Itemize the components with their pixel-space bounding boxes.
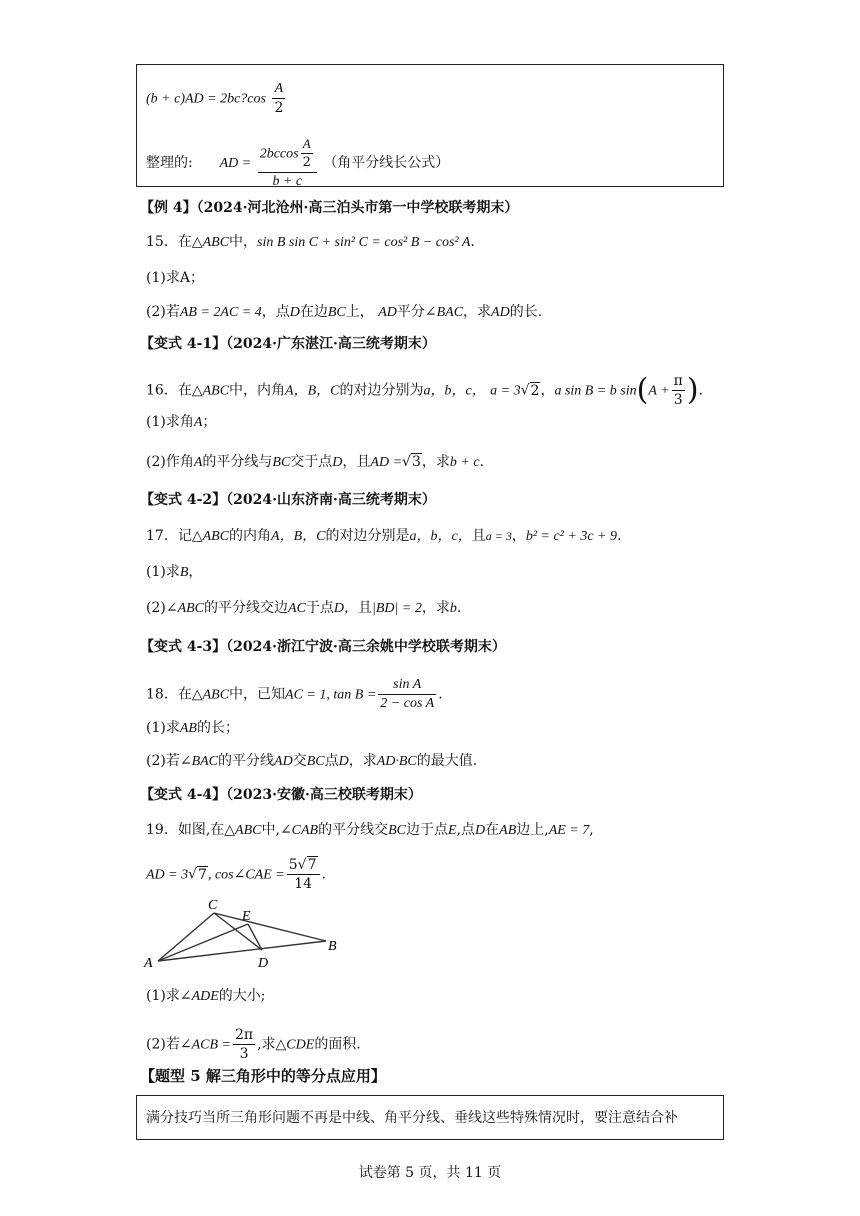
text: (2)若: [146, 304, 180, 320]
math: D: [332, 455, 343, 470]
text: 边上,: [516, 822, 549, 838]
text: 且: [358, 600, 373, 616]
math: b² = c² + 3c + 9: [525, 529, 617, 544]
label-a: A: [144, 956, 153, 971]
segment-cb: [214, 913, 326, 941]
text: ；: [189, 270, 204, 286]
text: .: [321, 866, 326, 883]
text: 18．在: [146, 686, 192, 703]
fraction-denominator: 2: [274, 100, 284, 116]
question-18-part-1: [146, 718, 239, 739]
fraction: [272, 80, 285, 117]
text: 19．如图,在: [146, 822, 225, 838]
math: BC: [388, 823, 406, 838]
question-16: [146, 372, 703, 409]
text: 的平分线与: [202, 454, 273, 470]
math: △ABC: [224, 823, 262, 838]
math: D，: [333, 601, 359, 616]
math: a sin B = b sin: [554, 383, 637, 399]
question-18: [146, 676, 443, 713]
paren: (: [636, 372, 649, 408]
question-17-part-1: [146, 562, 202, 583]
paren: ): [686, 372, 699, 408]
text: 中，已知: [229, 686, 286, 703]
variant-header: 【变式 4-4】（2023·安徽·高三校联考期末）: [140, 787, 422, 803]
label-d: D: [258, 956, 269, 971]
text: ，点: [261, 304, 290, 320]
question-19-line-2: [146, 856, 326, 893]
math: △ABC: [191, 529, 230, 544]
math: a = 3: [485, 529, 512, 543]
fraction: [258, 135, 317, 191]
triangle-figure: [140, 895, 350, 975]
fraction-numerator: A: [272, 80, 285, 99]
text: 在: [485, 822, 500, 838]
formula-note: （角平分线长公式）: [323, 155, 450, 171]
text: 平分: [396, 304, 425, 320]
formula-label: 整理的:: [146, 155, 193, 171]
fraction-numerator: 2π: [234, 1027, 254, 1043]
text: (1)求角: [146, 414, 194, 430]
tip-text: 满分技巧当所三角形问题不再是中线、角平分线、垂线这些特殊情况时，要注意结合补: [146, 1110, 678, 1126]
text: 的内角: [229, 528, 272, 544]
sqrt: √7: [188, 866, 207, 883]
label-b: B: [328, 939, 337, 954]
question-16-part-1: [146, 412, 216, 433]
text: (2)若: [146, 1036, 180, 1053]
text: .: [698, 382, 703, 399]
question-19-part-1: [146, 986, 266, 1007]
text: ,点: [456, 822, 476, 838]
math: |BD| = 2: [372, 601, 422, 616]
text: ，求: [421, 600, 450, 616]
math: △ABC: [191, 687, 230, 703]
fraction-numerator: A: [301, 135, 313, 154]
text: ，求: [348, 753, 377, 769]
math: a，b，c，: [423, 383, 486, 399]
question-15: [146, 232, 475, 253]
math: E: [448, 823, 457, 838]
math: ∠BAC: [179, 754, 219, 769]
sqrt: √3: [402, 454, 421, 470]
text: (1)求: [146, 720, 180, 736]
radicand: 7: [198, 866, 207, 883]
sqrt: √2: [520, 382, 540, 399]
math: A +: [648, 383, 670, 399]
text: 的平分线: [218, 753, 275, 769]
text: ，且: [342, 454, 371, 470]
text: .: [479, 454, 484, 470]
math: D: [475, 823, 486, 838]
math: AB = 2AC = 4: [179, 305, 262, 320]
math: A，B，C: [285, 383, 340, 399]
math: AD: [491, 305, 510, 320]
text: (1)求: [146, 564, 180, 580]
fraction: $\frac{5√7}{14}$: [287, 856, 320, 893]
variant-header: 【变式 4-3】（2024·浙江宁波·高三余姚中学校联考期末）: [140, 639, 506, 655]
fraction-numerator: π: [673, 373, 683, 389]
fraction-denominator: b + c: [272, 174, 303, 189]
label-c: C: [208, 898, 218, 913]
text: 且: [471, 528, 486, 544]
fraction-denominator: 2: [302, 155, 311, 170]
text: .: [617, 528, 622, 544]
math: BC: [272, 455, 291, 470]
math: AB: [179, 721, 197, 736]
fraction-numerator: 5: [288, 857, 298, 873]
text: ，: [540, 382, 555, 399]
math: △CDE: [275, 1037, 315, 1053]
math: b: [449, 601, 457, 616]
fraction: [672, 372, 685, 409]
text: 上，: [345, 304, 374, 320]
math: AD: [274, 754, 293, 769]
math: A: [179, 270, 190, 286]
radicand: 3: [411, 454, 421, 470]
formula-row-1: [146, 80, 287, 117]
text: ，: [511, 528, 526, 544]
question-15-part-1: [146, 268, 204, 288]
math: BC: [327, 305, 346, 320]
text: 的最大值.: [416, 753, 478, 769]
text: 中，内角: [229, 382, 286, 399]
text: ，: [188, 564, 203, 580]
math: b + c: [449, 455, 480, 470]
math: a = 3: [490, 383, 521, 399]
text: 的长.: [509, 304, 543, 320]
text: .: [470, 234, 475, 250]
text: 15．在: [146, 234, 192, 250]
math: AD =: [370, 455, 403, 470]
radicand: 2: [530, 382, 540, 399]
text: ，求: [421, 454, 450, 470]
text: 的大小;: [218, 988, 266, 1004]
math: a，b，c，: [409, 529, 472, 544]
question-19-part-2: [146, 1026, 361, 1063]
fraction-denominator: 2 − cos A: [380, 696, 435, 711]
text: 的平分线交边: [204, 600, 289, 616]
text: 点: [324, 753, 339, 769]
math: A: [193, 415, 203, 430]
text: 在边: [299, 304, 328, 320]
text: (1)求: [146, 988, 180, 1004]
text: 的对边分别是: [325, 528, 410, 544]
text: 16．在: [146, 382, 192, 399]
fraction-numerator: sin A: [378, 676, 436, 695]
text: 中,: [261, 822, 280, 838]
variant-header: 【变式 4-2】（2024·山东济南·高三统考期末）: [140, 492, 436, 508]
text: 交: [292, 753, 307, 769]
math: A: [193, 455, 203, 470]
text: ，求: [463, 304, 492, 320]
math: B: [179, 565, 189, 580]
text: (2)若: [146, 753, 180, 769]
section-title: 【题型 5 解三角形中的等分点应用】: [140, 1067, 386, 1085]
question-19: [146, 820, 594, 841]
text: 于点: [305, 600, 334, 616]
fraction-denominator: 3: [239, 1046, 249, 1062]
math: △ABC: [191, 383, 230, 399]
math: , cos∠CAE =: [207, 867, 285, 883]
math: BC: [306, 754, 325, 769]
math: AD: [378, 305, 397, 320]
label-e: E: [242, 909, 251, 924]
math: ∠BAC: [424, 305, 464, 320]
fraction: [378, 676, 436, 713]
math: A，B，C: [271, 529, 326, 544]
segment-ac: [158, 913, 214, 961]
radicand: 7: [307, 857, 317, 873]
question-17-part-2: [146, 598, 461, 619]
text: (2)作角: [146, 454, 194, 470]
text: 的面积.: [314, 1036, 361, 1053]
text: 的平分线交: [318, 822, 389, 838]
fraction: [233, 1026, 255, 1063]
formula-text: (b + c)AD = 2bc?cos: [146, 91, 266, 107]
text: .: [456, 600, 462, 616]
math: ∠ABC: [165, 601, 205, 616]
text: 边于点: [406, 822, 448, 838]
math: AC: [288, 601, 306, 616]
math: AB: [499, 823, 517, 838]
math: ∠ADE: [179, 989, 219, 1004]
question-17: [146, 526, 621, 547]
formula-row-2: [146, 135, 449, 191]
math: AD = 3: [146, 867, 189, 883]
text: ,求: [257, 1036, 276, 1053]
text: 中，: [229, 234, 258, 250]
math: sin B sin C + sin² C = cos² B − cos² A: [257, 235, 471, 250]
text: .: [438, 686, 443, 703]
page-footer: 试卷第 5 页，共 11 页: [358, 1165, 502, 1181]
fraction-denominator: 3: [673, 392, 683, 408]
math: AE = 7: [548, 823, 590, 838]
text: 的对边分别为: [339, 382, 424, 399]
math: ∠ACB =: [179, 1037, 231, 1053]
math: D: [338, 754, 349, 769]
example-header: 【例 4】（2024·河北沧州·高三泊头市第一中学校联考期末）: [140, 200, 519, 216]
math: AD·BC: [376, 754, 417, 769]
question-16-part-2: [146, 452, 484, 473]
text: (2): [146, 600, 166, 616]
math: ∠CAB: [279, 823, 319, 838]
text: ；: [202, 414, 217, 430]
question-15-part-2: [146, 302, 542, 323]
text: 的长；: [196, 720, 239, 736]
math: △ABC: [191, 235, 230, 250]
question-18-part-2: [146, 751, 477, 772]
segment-ed: [248, 924, 262, 950]
text: 17．记: [146, 528, 192, 544]
text: ,: [589, 822, 594, 838]
math: AC = 1, tan B =: [285, 687, 377, 703]
text: 交于点: [290, 454, 333, 470]
fraction-numerator: 2bccos: [259, 146, 299, 162]
formula-text: AD =: [219, 156, 252, 171]
text: (1)求: [146, 270, 180, 286]
variant-header: 【变式 4-1】（2024·广东湛江·高三统考期末）: [140, 336, 436, 352]
fraction-denominator: 14: [294, 876, 313, 892]
math: D: [289, 305, 300, 320]
